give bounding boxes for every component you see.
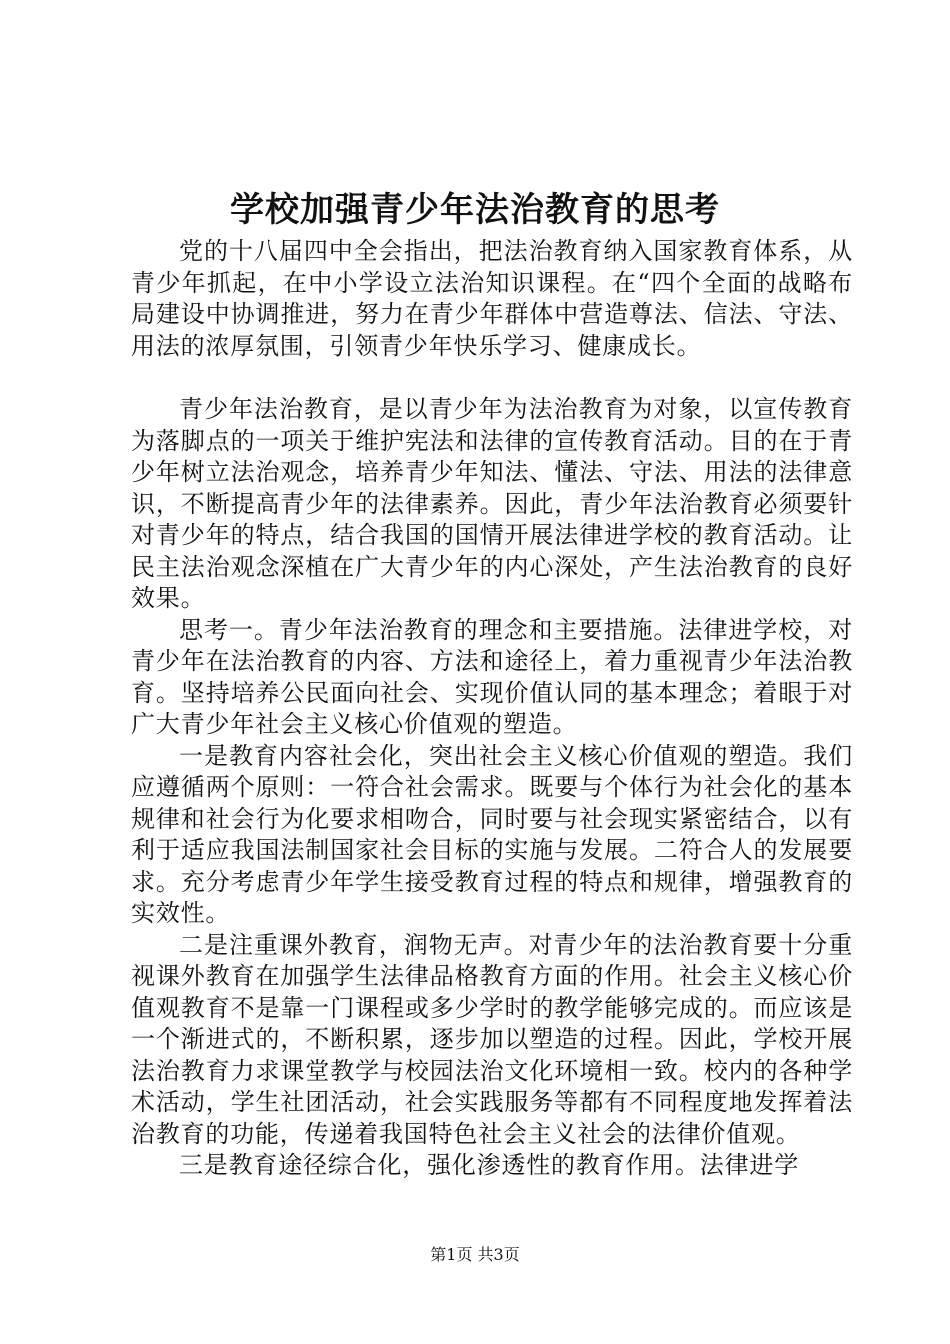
document-body [131,236,853,1182]
paragraph-intro: 党的十八届四中全会指出，把法治教育纳入国家教育体系，从青少年抓起，在中小学设立法治知识课程。在“四个全面的战略布局建设中协调推进，努力在青少年群体中营造尊法、信法、守法、用法的浓厚氛围，引领青少年快乐学习、健康成长。 [131,237,853,360]
paragraph-point-two: 二是注重课外教育，润物无声。对青少年的法治教育要十分重视课外教育在加强学生法律品格教育方面的作用。社会主义核心价值观教育不是靠一门课程或多少学时的教学能够完成的。而应该是一个渐进式的，不断积累，逐步加以塑造的过程。因此，学校开展法治教育力求课堂教学与校园法治文化环境相一致。校内的各种学术活动，学生社团活动，社会实践服务等都有不同程度地发挥着法治教育的功能，传递着我国特色社会主义社会的法律价值观。 [131,930,853,1148]
document-title: 学校加强青少年法治教育的思考 [230,190,720,230]
paragraph-thought-one: 思考一。青少年法治教育的理念和主要措施。法律进学校，对青少年在法治教育的内容、方法和途径上，着力重视青少年法治教育。坚持培养公民面向社会、实现价值认同的基本理念；着眼于对广大青少年社会主义核心价值观的塑造。 [131,615,853,738]
paragraph-point-three: 三是教育途径综合化，强化渗透性的教育作用。法律进学 [179,1151,799,1179]
page-footer: 第1页 共3页 [430,1245,520,1264]
paragraph-definition: 青少年法治教育，是以青少年为法治教育为对象，以宣传教育为落脚点的一项关于维护宪法和法律的宣传教育活动。目的在于青少年树立法治观念，培养青少年知法、懂法、守法、用法的法律意识，不断提高青少年的法律素养。因此，青少年法治教育必须要针对青少年的特点，结合我国的国情开展法律进学校的教育活动。让民主法治观念深植在广大青少年的内心深处，产生法治教育的良好效果。 [131,395,853,612]
paragraph-point-one: 一是教育内容社会化，突出社会主义核心价值观的塑造。我们应遵循两个原则：一符合社会需求。既要与个体行为社会化的基本规律和社会行为化要求相吻合，同时要与社会现实紧密结合，以有利于适应我国法制国家社会目标的实施与发展。二符合人的发展要求。充分考虑青少年学生接受教育过程的特点和规律，增强教育的实效性。 [131,741,853,927]
